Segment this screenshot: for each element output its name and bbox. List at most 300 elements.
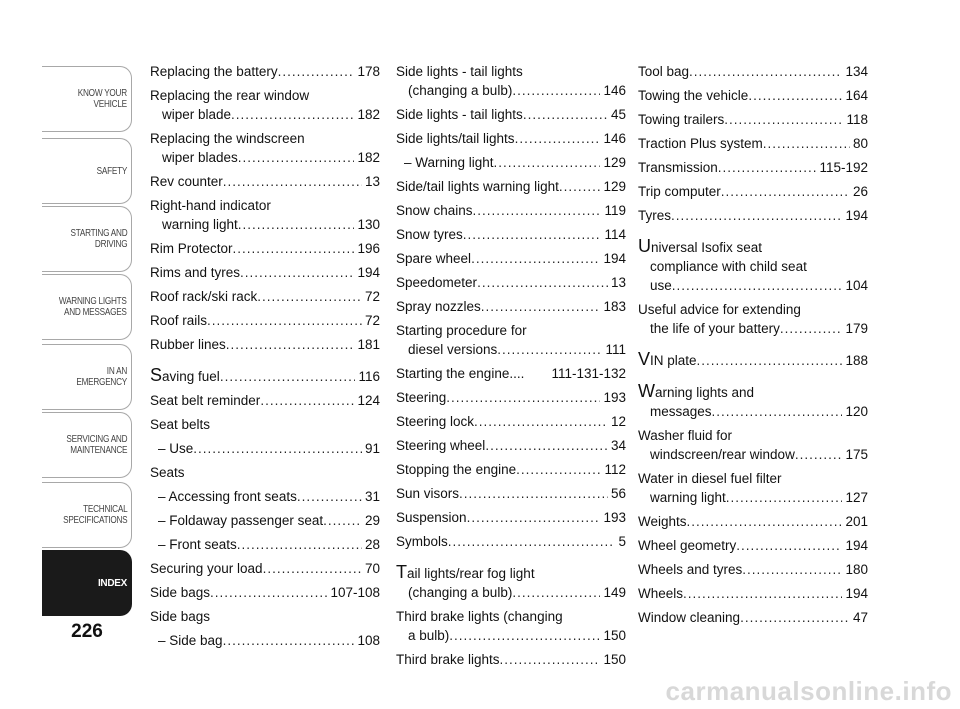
entry-last-line bbox=[638, 319, 868, 338]
page-ref: 193 bbox=[603, 390, 626, 405]
page-ref: 111-131-132 bbox=[551, 366, 626, 381]
page-ref: 175 bbox=[845, 447, 868, 462]
index-entry[interactable] bbox=[396, 62, 626, 100]
index-entry[interactable] bbox=[638, 134, 868, 153]
entry-text: (changing a bulb) bbox=[408, 83, 513, 98]
dot-leader bbox=[223, 631, 355, 650]
entry-text: Trip computer bbox=[638, 184, 721, 199]
entry-text: VIN plate bbox=[638, 349, 697, 369]
page-ref: 194 bbox=[603, 251, 626, 266]
index-entry[interactable] bbox=[638, 382, 868, 421]
entry-text: diesel versions bbox=[408, 342, 498, 357]
index-entry[interactable] bbox=[150, 263, 380, 282]
dot-leader bbox=[516, 460, 601, 479]
dot-leader bbox=[467, 508, 601, 527]
index-entry[interactable] bbox=[638, 512, 868, 531]
page-ref: 194 bbox=[357, 265, 380, 280]
dot-leader bbox=[477, 273, 608, 292]
dot-leader bbox=[278, 62, 355, 81]
page-ref: 31 bbox=[364, 489, 380, 504]
entry-line bbox=[396, 62, 626, 81]
index-entry[interactable] bbox=[396, 177, 626, 196]
entry-text: Universal Isofix seat bbox=[638, 236, 763, 256]
page-ref: 91 bbox=[364, 441, 380, 456]
entry-text: Wheels and tyres bbox=[638, 562, 743, 577]
entry-line bbox=[396, 563, 626, 583]
page-ref: 193 bbox=[603, 510, 626, 525]
section-tab-technical-specifications[interactable] bbox=[42, 482, 132, 548]
entry-text: Water in diesel fuel filter bbox=[638, 471, 782, 486]
entry-text: – Foldaway passenger seat bbox=[158, 513, 324, 528]
index-entry[interactable] bbox=[150, 439, 380, 458]
entry-text: (changing a bulb) bbox=[408, 585, 513, 600]
section-tab-label: IN AN EMERGENCY bbox=[76, 366, 127, 388]
dot-leader bbox=[718, 158, 817, 177]
entry-text: the life of your battery bbox=[650, 321, 780, 336]
entry-text: Stopping the engine bbox=[396, 462, 517, 477]
entry-text: Seat belt reminder bbox=[150, 393, 261, 408]
entry-text: Sun visors bbox=[396, 486, 460, 501]
entry-last-line bbox=[396, 583, 626, 602]
page-ref: 72 bbox=[364, 313, 380, 328]
dot-leader bbox=[740, 608, 850, 627]
page-ref: 13 bbox=[610, 275, 626, 290]
dot-leader bbox=[231, 105, 354, 124]
index-entry[interactable] bbox=[638, 350, 868, 370]
page-ref: 114 bbox=[604, 227, 626, 242]
entry-text: Rim Protector bbox=[150, 241, 233, 256]
dot-leader bbox=[207, 311, 362, 330]
entry-last-line bbox=[638, 488, 868, 507]
section-tab-label: WARNING LIGHTS AND MESSAGES bbox=[59, 296, 127, 318]
entry-text: Tail lights/rear fog light bbox=[396, 562, 535, 582]
entry-text: Washer fluid for bbox=[638, 428, 733, 443]
index-entry[interactable] bbox=[396, 650, 626, 669]
index-entry[interactable] bbox=[150, 62, 380, 81]
page-ref: 12 bbox=[610, 414, 626, 429]
dot-leader bbox=[721, 182, 850, 201]
entry-text: Steering lock bbox=[396, 414, 475, 429]
entry-text: warning light bbox=[650, 490, 726, 505]
page-ref: 104 bbox=[845, 278, 868, 293]
watermark: carmanualsonline.info bbox=[665, 676, 952, 706]
entry-text: wiper blades bbox=[162, 150, 238, 165]
dot-leader bbox=[724, 110, 843, 129]
entry-text: messages bbox=[650, 404, 712, 419]
dot-leader bbox=[736, 536, 842, 555]
dot-leader bbox=[481, 297, 601, 316]
page-ref: 201 bbox=[845, 514, 868, 529]
dot-leader bbox=[474, 412, 608, 431]
index-entry[interactable] bbox=[396, 508, 626, 527]
index-entry[interactable] bbox=[396, 532, 626, 551]
dot-leader bbox=[763, 134, 850, 153]
entry-text: a bulb) bbox=[408, 628, 450, 643]
entry-text: Side lights - tail lights bbox=[396, 107, 523, 122]
page-ref: 178 bbox=[357, 64, 380, 79]
page-ref: 111 bbox=[605, 342, 626, 357]
dot-leader bbox=[446, 388, 600, 407]
page-ref: 124 bbox=[357, 393, 380, 408]
section-sidebar bbox=[0, 0, 132, 709]
entry-last-line bbox=[638, 445, 868, 464]
entry-text: Wheels bbox=[638, 586, 684, 601]
dot-leader bbox=[260, 391, 354, 410]
section-tab-label: INDEX bbox=[97, 577, 127, 589]
page-ref: 112 bbox=[604, 462, 626, 477]
dot-leader bbox=[257, 287, 362, 306]
index-entry[interactable] bbox=[150, 583, 380, 602]
dot-leader bbox=[742, 560, 842, 579]
entry-text: Replacing the windscreen bbox=[150, 131, 305, 146]
index-entry[interactable] bbox=[396, 607, 626, 645]
entry-text: use bbox=[650, 278, 672, 293]
index-entry[interactable] bbox=[396, 321, 626, 359]
entry-text: Tyres bbox=[638, 208, 672, 223]
section-tab-starting-and-driving[interactable] bbox=[42, 206, 132, 272]
entry-text: Snow tyres bbox=[396, 227, 463, 242]
index-column-2 bbox=[396, 62, 626, 674]
dot-leader bbox=[712, 402, 843, 421]
index-entry[interactable] bbox=[396, 388, 626, 407]
section-tab-safety[interactable] bbox=[42, 138, 132, 204]
entry-text: Useful advice for extending bbox=[638, 302, 801, 317]
page-ref: 29 bbox=[364, 513, 380, 528]
index-entry[interactable] bbox=[396, 563, 626, 602]
index-entry[interactable] bbox=[396, 153, 626, 172]
page-ref: 194 bbox=[845, 586, 868, 601]
section-tab-label: STARTING AND DRIVING bbox=[70, 228, 127, 250]
entry-last-line bbox=[396, 340, 626, 359]
page-ref: 179 bbox=[845, 321, 868, 336]
entry-line bbox=[396, 321, 626, 340]
page-ref: 146 bbox=[603, 83, 626, 98]
index-entry[interactable] bbox=[638, 608, 868, 627]
index-entry[interactable] bbox=[150, 129, 380, 167]
page-ref: 194 bbox=[845, 538, 868, 553]
page-ref: 183 bbox=[603, 299, 626, 314]
entry-text: Roof rack/ski rack bbox=[150, 289, 258, 304]
entry-text: – Accessing front seats bbox=[158, 489, 297, 504]
entry-text: Starting procedure for bbox=[396, 323, 527, 338]
section-tab-warning-lights-and-messages[interactable] bbox=[42, 274, 132, 340]
entry-text: Third brake lights bbox=[396, 652, 500, 667]
section-tab-know-your-vehicle[interactable] bbox=[42, 66, 132, 132]
page-ref: 134 bbox=[845, 64, 868, 79]
page-ref: 70 bbox=[364, 561, 380, 576]
index-entry[interactable] bbox=[638, 206, 868, 225]
dot-leader bbox=[671, 206, 842, 225]
section-tab-label: SAFETY bbox=[96, 165, 127, 177]
page-ref: 146 bbox=[603, 131, 626, 146]
entry-last-line bbox=[150, 148, 380, 167]
entry-text: Seats bbox=[150, 465, 185, 480]
index-column-1 bbox=[150, 62, 380, 655]
entry-text: Starting the engine.... bbox=[396, 366, 525, 381]
page-ref: 56 bbox=[610, 486, 626, 501]
page-ref: 80 bbox=[852, 136, 868, 151]
dot-leader bbox=[748, 86, 842, 105]
entry-text: Window cleaning bbox=[638, 610, 741, 625]
page-ref: 72 bbox=[364, 289, 380, 304]
entry-text: Right-hand indicator bbox=[150, 198, 271, 213]
entry-text: Side lights/tail lights bbox=[396, 131, 515, 146]
entry-line bbox=[638, 257, 868, 276]
dot-leader bbox=[263, 559, 362, 578]
index-entry[interactable] bbox=[396, 273, 626, 292]
index-entry[interactable] bbox=[396, 249, 626, 268]
entry-text: Speedometer bbox=[396, 275, 478, 290]
dot-leader bbox=[238, 215, 355, 234]
dot-leader bbox=[459, 484, 608, 503]
page-number: 226 bbox=[71, 621, 103, 642]
dot-leader bbox=[697, 351, 843, 370]
page-ref: 34 bbox=[610, 438, 626, 453]
entry-text: Tool bag bbox=[638, 64, 690, 79]
entry-text: Symbols bbox=[396, 534, 448, 549]
dot-leader bbox=[323, 511, 362, 530]
entry-text: Securing your load bbox=[150, 561, 263, 576]
dot-leader bbox=[237, 535, 362, 554]
index-entry[interactable] bbox=[150, 196, 380, 234]
index-entry[interactable] bbox=[396, 105, 626, 124]
page-ref: 182 bbox=[357, 150, 380, 165]
entry-text: Steering bbox=[396, 390, 447, 405]
page-ref: 107-108 bbox=[330, 585, 380, 600]
index-entry[interactable] bbox=[150, 172, 380, 191]
page-ref: 28 bbox=[364, 537, 380, 552]
index-entry[interactable] bbox=[638, 110, 868, 129]
dot-leader bbox=[473, 201, 602, 220]
index-entry[interactable] bbox=[638, 560, 868, 579]
section-tab-index[interactable] bbox=[42, 550, 132, 616]
index-entry[interactable] bbox=[396, 436, 626, 455]
dot-leader bbox=[780, 319, 843, 338]
entry-text: Side/tail lights warning light bbox=[396, 179, 559, 194]
index-entry[interactable] bbox=[638, 536, 868, 555]
entry-text: – Front seats bbox=[158, 537, 237, 552]
index-entry[interactable] bbox=[150, 239, 380, 258]
index-entry[interactable] bbox=[396, 412, 626, 431]
dot-leader bbox=[240, 263, 354, 282]
entry-text: Transmission bbox=[638, 160, 718, 175]
entry-text: – Warning light bbox=[404, 155, 494, 170]
entry-text: Rubber lines bbox=[150, 337, 226, 352]
dot-leader bbox=[297, 487, 362, 506]
index-entry[interactable] bbox=[150, 335, 380, 354]
index-entry[interactable] bbox=[396, 129, 626, 148]
index-entry[interactable] bbox=[638, 62, 868, 81]
page-ref: 129 bbox=[603, 155, 626, 170]
dot-leader bbox=[449, 626, 600, 645]
entry-text: – Side bag bbox=[158, 633, 223, 648]
entry-text: Traction Plus system bbox=[638, 136, 763, 151]
entry-text: – Use bbox=[158, 441, 194, 456]
index-entry[interactable] bbox=[150, 86, 380, 124]
entry-last-line bbox=[396, 81, 626, 100]
index-entry[interactable] bbox=[396, 201, 626, 220]
dot-leader bbox=[726, 488, 843, 507]
index-entry[interactable] bbox=[150, 511, 380, 530]
entry-text: Seat belts bbox=[150, 417, 211, 432]
dot-leader bbox=[523, 105, 608, 124]
index-entry[interactable] bbox=[150, 287, 380, 306]
dot-leader bbox=[512, 81, 600, 100]
dot-leader bbox=[494, 153, 601, 172]
entry-text: Saving fuel bbox=[150, 365, 220, 385]
page-ref: 180 bbox=[845, 562, 868, 577]
entry-text: Snow chains bbox=[396, 203, 473, 218]
entry-line bbox=[638, 237, 868, 257]
entry-text: wiper blade bbox=[162, 107, 232, 122]
dot-leader bbox=[238, 148, 355, 167]
page-ref: 5 bbox=[618, 534, 626, 549]
page-ref: 45 bbox=[610, 107, 626, 122]
page-ref: 120 bbox=[845, 404, 868, 419]
page-ref: 149 bbox=[603, 585, 626, 600]
entry-line bbox=[150, 196, 380, 215]
entry-last-line bbox=[150, 105, 380, 124]
section-tab-label: SERVICING AND MAINTENANCE bbox=[66, 434, 127, 456]
index-entry[interactable] bbox=[150, 487, 380, 506]
page-ref: 47 bbox=[852, 610, 868, 625]
index-entry[interactable] bbox=[638, 86, 868, 105]
entry-line bbox=[638, 469, 868, 488]
dot-leader bbox=[672, 276, 843, 295]
entry-last-line bbox=[396, 626, 626, 645]
index-entry[interactable] bbox=[150, 631, 380, 650]
index-entry[interactable] bbox=[396, 484, 626, 503]
entry-text: Weights bbox=[638, 514, 687, 529]
index-entry[interactable] bbox=[150, 607, 380, 626]
index-entry[interactable] bbox=[396, 225, 626, 244]
page-ref: 108 bbox=[357, 633, 380, 648]
dot-leader bbox=[463, 225, 602, 244]
page-ref: 13 bbox=[364, 174, 380, 189]
index-entry[interactable] bbox=[150, 391, 380, 410]
page-ref: 181 bbox=[357, 337, 380, 352]
entry-text: Third brake lights (changing bbox=[396, 609, 563, 624]
dot-leader bbox=[193, 439, 362, 458]
entry-text: Steering wheel bbox=[396, 438, 486, 453]
page-ref: 164 bbox=[845, 88, 868, 103]
page-ref: 130 bbox=[357, 217, 380, 232]
entry-text: compliance with child seat bbox=[650, 259, 807, 274]
entry-text: Towing the vehicle bbox=[638, 88, 749, 103]
page-ref: 129 bbox=[603, 179, 626, 194]
index-entry[interactable] bbox=[150, 559, 380, 578]
index-entry[interactable] bbox=[638, 426, 868, 464]
entry-line bbox=[638, 426, 868, 445]
entry-line bbox=[638, 382, 868, 402]
entry-text: Warning lights and bbox=[638, 381, 755, 401]
dot-leader bbox=[210, 583, 327, 602]
index-entry[interactable] bbox=[638, 182, 868, 201]
section-tab-label: KNOW YOUR VEHICLE bbox=[77, 88, 127, 110]
index-entry[interactable] bbox=[150, 415, 380, 434]
entry-text: windscreen/rear window bbox=[650, 447, 795, 462]
dot-leader bbox=[223, 172, 362, 191]
index-entry[interactable] bbox=[638, 300, 868, 338]
index-column-3 bbox=[638, 62, 868, 632]
index-entry[interactable] bbox=[150, 463, 380, 482]
dot-leader bbox=[497, 340, 602, 359]
entry-text: Side bags bbox=[150, 585, 211, 600]
entry-last-line bbox=[150, 215, 380, 234]
dot-leader bbox=[233, 239, 355, 258]
page-ref: 118 bbox=[846, 112, 868, 127]
dot-leader bbox=[683, 584, 842, 603]
entry-text: Replacing the battery bbox=[150, 64, 278, 79]
entry-text: Side lights - tail lights bbox=[396, 64, 523, 79]
entry-text: Spare wheel bbox=[396, 251, 472, 266]
page-ref: 150 bbox=[603, 628, 626, 643]
section-tab-label: TECHNICAL SPECIFICATIONS bbox=[62, 504, 127, 526]
index-entry[interactable] bbox=[396, 297, 626, 316]
entry-text: Wheel geometry bbox=[638, 538, 737, 553]
entry-line bbox=[150, 129, 380, 148]
index-entry[interactable] bbox=[150, 366, 380, 386]
entry-text: Replacing the rear window bbox=[150, 88, 310, 103]
dot-leader bbox=[559, 177, 601, 196]
dot-leader bbox=[500, 650, 601, 669]
index-entry[interactable] bbox=[638, 158, 868, 177]
dot-leader bbox=[485, 436, 608, 455]
dot-leader bbox=[687, 512, 843, 531]
page-ref: 150 bbox=[603, 652, 626, 667]
entry-text: Side bags bbox=[150, 609, 211, 624]
index-entry[interactable] bbox=[638, 469, 868, 507]
dot-leader bbox=[471, 249, 600, 268]
section-tab-in-an-emergency[interactable] bbox=[42, 344, 132, 410]
dot-leader bbox=[448, 532, 616, 551]
page-ref: 116 bbox=[358, 369, 380, 384]
entry-line bbox=[396, 607, 626, 626]
entry-text: Spray nozzles bbox=[396, 299, 481, 314]
page-ref: 182 bbox=[357, 107, 380, 122]
entry-text: Rims and tyres bbox=[150, 265, 241, 280]
entry-text: Rev counter bbox=[150, 174, 223, 189]
dot-leader bbox=[795, 445, 843, 464]
entry-line bbox=[150, 86, 380, 105]
index-entry[interactable] bbox=[396, 364, 626, 383]
section-tab-servicing-and-maintenance[interactable] bbox=[42, 412, 132, 478]
page-ref: 188 bbox=[845, 353, 868, 368]
page-ref: 119 bbox=[604, 203, 626, 218]
dot-leader bbox=[515, 129, 601, 148]
dot-leader bbox=[689, 62, 842, 81]
index-entry[interactable] bbox=[150, 535, 380, 554]
dot-leader bbox=[512, 583, 600, 602]
index-entry[interactable] bbox=[150, 311, 380, 330]
dot-leader bbox=[220, 367, 356, 386]
page-ref: 115-192 bbox=[819, 160, 868, 175]
page-ref: 194 bbox=[845, 208, 868, 223]
entry-text: Roof rails bbox=[150, 313, 208, 328]
page-ref: 127 bbox=[845, 490, 868, 505]
page-ref: 196 bbox=[357, 241, 380, 256]
index-entry[interactable] bbox=[638, 237, 868, 295]
entry-text: Towing trailers bbox=[638, 112, 725, 127]
index-entry[interactable] bbox=[638, 584, 868, 603]
entry-last-line bbox=[638, 402, 868, 421]
index-entry[interactable] bbox=[396, 460, 626, 479]
entry-text: warning light bbox=[162, 217, 238, 232]
entry-text: Suspension bbox=[396, 510, 467, 525]
entry-line bbox=[638, 300, 868, 319]
dot-leader bbox=[226, 335, 355, 354]
page-ref: 26 bbox=[852, 184, 868, 199]
